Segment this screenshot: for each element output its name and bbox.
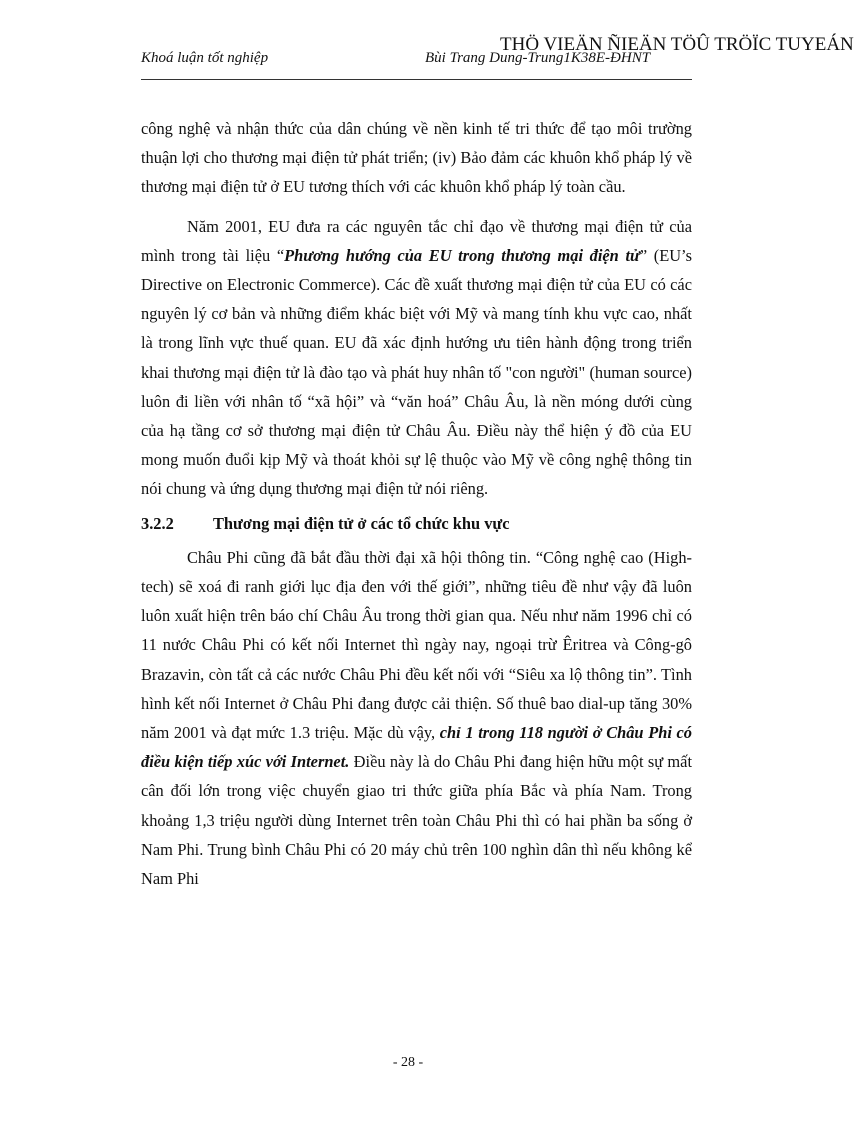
header-rule: [141, 79, 692, 80]
page-number: - 28 -: [392, 1055, 424, 1070]
header-right-author: Bùi Trang Dung-Trung1K38E-ĐHNT: [425, 50, 651, 66]
document-body: [141, 114, 692, 893]
paragraph-1: công nghệ và nhận thức của dân chúng về nền kinh tế tri thức để tạo môi trường thuận lợi cho thương mại điện tử phát triển; (iv) Bảo đảm các khuôn khổ pháp lý về thương mại điện tử ở EU tương thích với các khuôn khổ pháp lý toàn cầu.: [141, 119, 692, 197]
paragraph-3: [141, 543, 692, 893]
paragraph-3-text-b: Điều này là do Châu Phi đang hiện hữu một sự mất cân đối lớn trong việc chuyển giao tri thức giữa phía Bắc và phía Nam. Trong khoảng 1,3 triệu người dùng Internet trên toàn Châu Phi thì có hai phần ba sống ở Nam Phi. Trung bình Châu Phi có 20 máy chủ trên 100 nghìn dân thì nếu không kể Nam Phi: [141, 752, 692, 889]
paragraph-2-bold-title: Phương hướng của EU trong thương mại điện tử: [284, 245, 640, 265]
paragraph-2-text-a: Năm 2001, EU đưa ra các nguyên tắc chỉ đạo về thương mại điện tử của mình trong tài liệu “: [141, 216, 692, 265]
paragraph-2: [141, 212, 692, 504]
section-number: 3.2.2: [141, 513, 174, 533]
section-heading: [141, 509, 692, 538]
paragraph-3-text-a: Châu Phi cũng đã bắt đầu thời đại xã hội thông tin. “Công nghệ cao (High-tech) sẽ xoá đi ranh giới lục địa đen với thế giới”, những tiêu đề như vậy đã luôn luôn xuất hiện trên báo chí Châu Âu trong thời gian qua. Nếu như năm 1996 chỉ có 11 nước Châu Phi có kết nối Internet thì ngày nay, ngoại trừ Êritrea và Công-gô Brazavin, còn tất cả các nước Châu Phi đều kết nối với “Siêu xa lộ thông tin”. Tình hình kết nối Internet ở Châu Phi đang được cải thiện. Số thuê bao dial-up tăng 30% năm 2001 và đạt mức 1.3 triệu. Mặc dù vậy,: [141, 547, 692, 743]
section-title: Thương mại điện tử ở các tổ chức khu vực: [213, 513, 510, 533]
paragraph-3-bold-statement: chỉ 1 trong 118 người ở Châu Phi có điều kiện tiếp xúc với Internet.: [141, 723, 693, 772]
header-left-title: Khoá luận tốt nghiệp: [141, 50, 269, 66]
watermark-text: THÖ VIEÄN ÑIEÄN TÖÛ TRÖÏC TUYEÁN: [500, 34, 854, 55]
paragraph-2-text-b: ” (EU’s Directive on Electronic Commerce). Các đề xuất thương mại điện tử của EU có các nguyên lý cơ bản và những điểm khác biệt với Mỹ và mang tính khu vực cao, nhất là trong lĩnh vực thuế quan. EU đã xác định hướng ưu tiên hành động trong triển khai thương mại điện tử là đào tạo và phát huy nhân tố "con người" (human source) luôn đi liền với nhân tố “xã hội” và “văn hoá” Châu Âu, là nền móng dưới cùng của hạ tầng cơ sở thương mại điện tử Châu Âu. Điều này thể hiện ý đồ của EU mong muốn đuổi kịp Mỹ và thoát khỏi sự lệ thuộc vào Mỹ về công nghệ thông tin nói chung và ứng dụng thương mại điện tử nói riêng.: [141, 245, 692, 499]
